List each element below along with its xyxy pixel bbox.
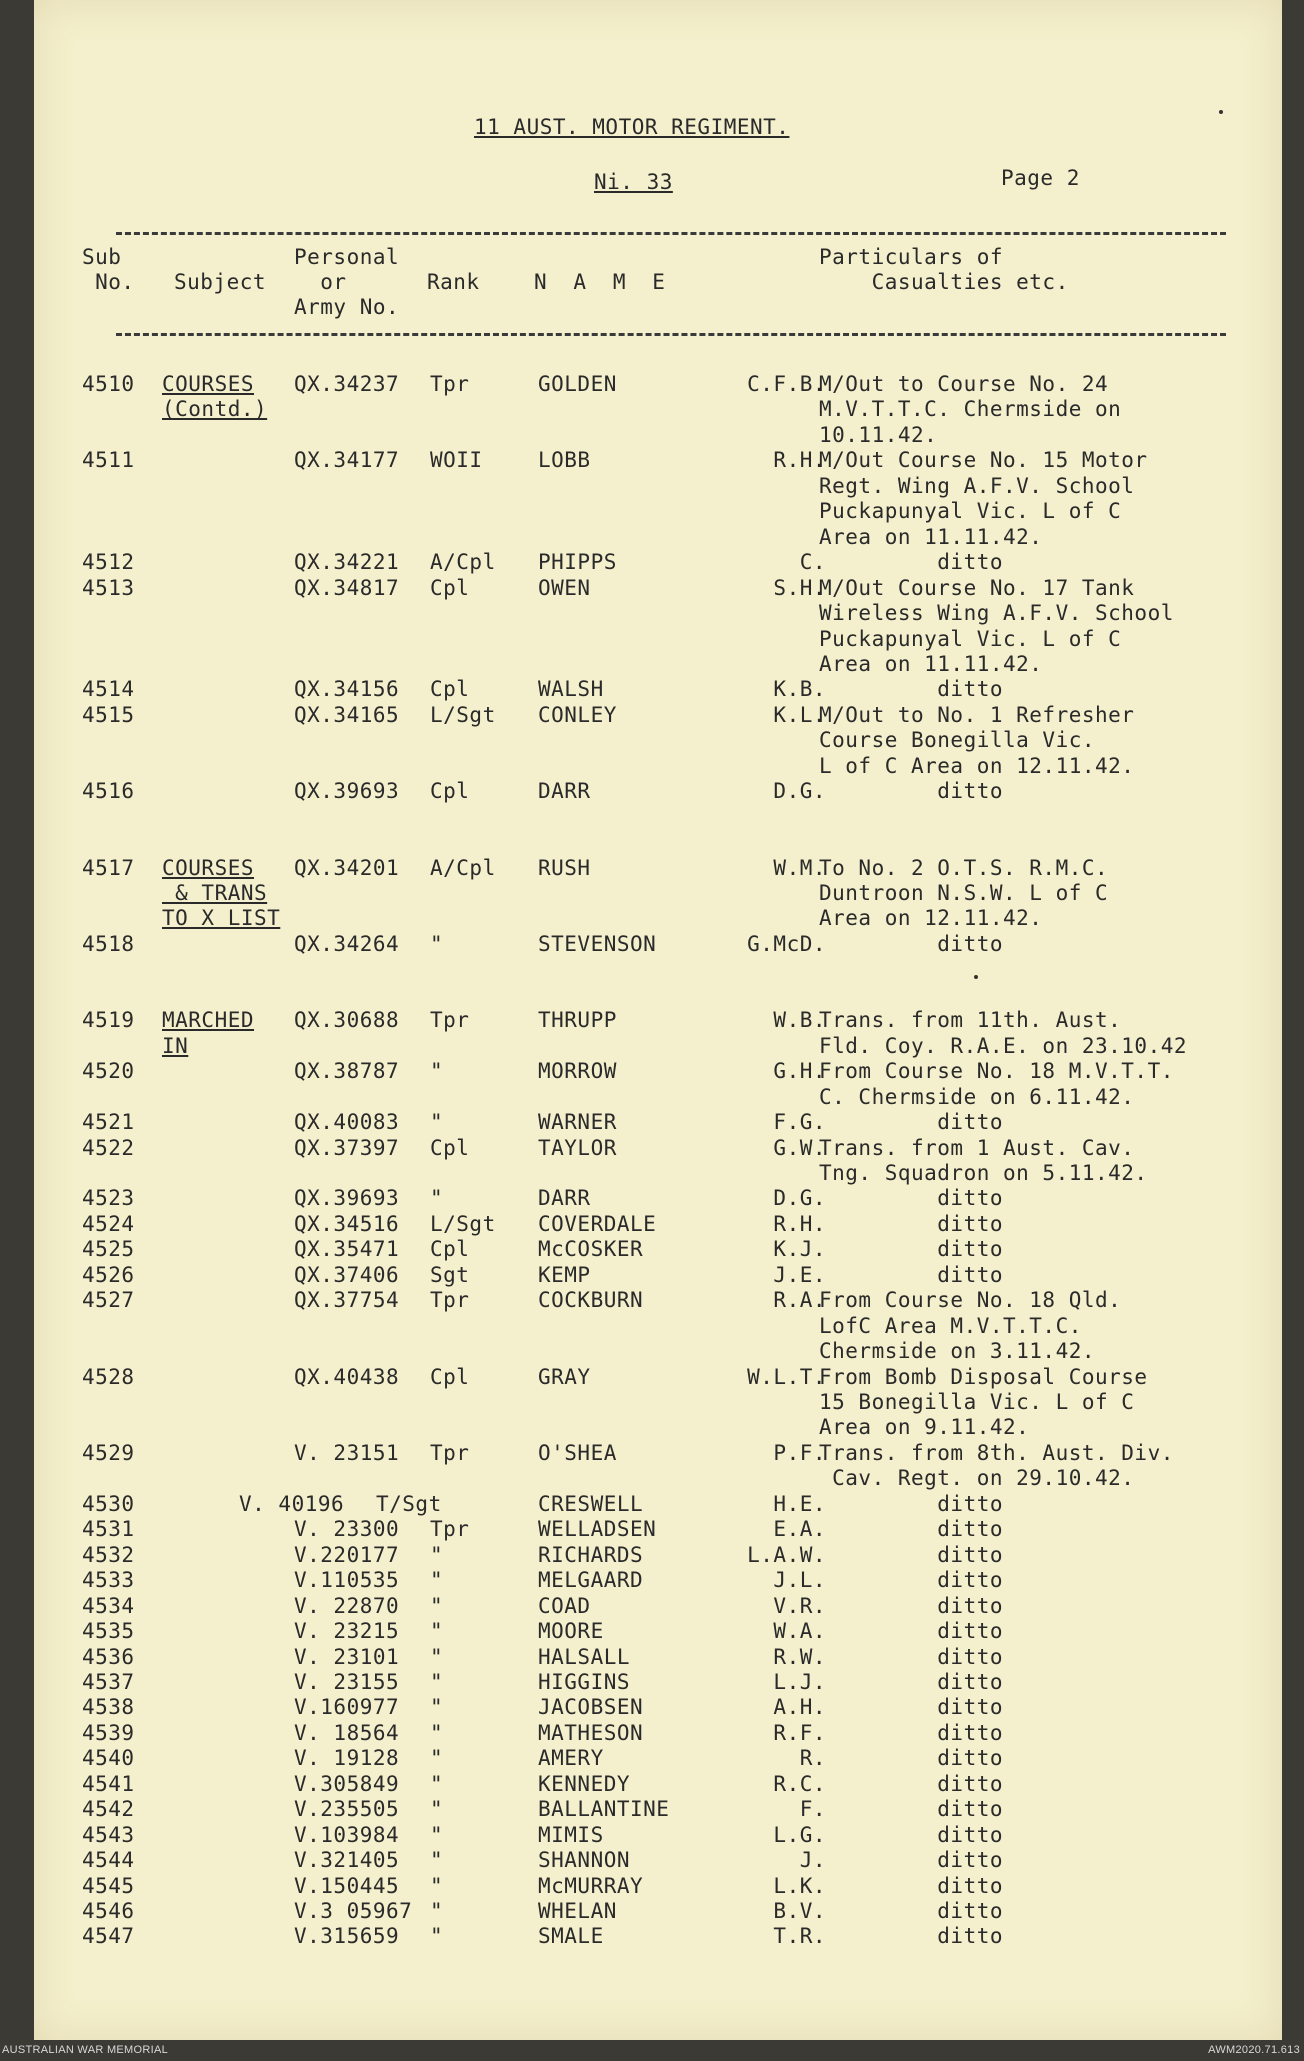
row-sub-no: 4537: [82, 1669, 135, 1694]
row-army-no: V. 23215: [294, 1619, 400, 1644]
row-name: McMURRAY: [538, 1873, 644, 1898]
row-army-no: QX.34264: [294, 931, 400, 956]
row-particulars: ditto: [819, 1568, 1004, 1593]
row-army-no: QX.39693: [294, 779, 400, 804]
row-initials: D.G.: [773, 1186, 826, 1211]
row-sub-no: 4510: [82, 372, 135, 396]
row-initials: C.: [799, 550, 826, 575]
row-name: SHANNON: [538, 1848, 631, 1873]
row-rank: ": [430, 1848, 444, 1873]
row-name: O'SHEA: [538, 1440, 617, 1465]
paper-mark: [1219, 110, 1223, 114]
row-sub-no: 4540: [82, 1746, 135, 1771]
row-army-no: QX.34237: [294, 372, 400, 396]
row-particulars: M/Out Course No. 15 Motor: [819, 448, 1148, 473]
row-army-no: QX.37406: [294, 1262, 400, 1287]
row-rank: A/Cpl: [430, 855, 496, 880]
row-name: WARNER: [538, 1110, 617, 1135]
row-sub-no: 4520: [82, 1059, 135, 1084]
row-initials: J.E.: [773, 1262, 826, 1287]
row-particulars: ditto: [819, 1186, 1004, 1211]
row-particulars: ditto: [819, 1517, 1004, 1542]
header-particulars: Particulars of Casualties etc.: [819, 245, 1069, 294]
row-particulars: ditto: [819, 1237, 1004, 1262]
row-rank: WOII: [430, 448, 483, 473]
row-army-no: QX.38787: [294, 1059, 400, 1084]
row-initials: R.W.: [773, 1644, 826, 1669]
header-divider-top: [116, 232, 1226, 235]
row-particulars: ditto: [819, 1262, 1004, 1287]
row-sub-no: 4521: [82, 1110, 135, 1135]
row-particulars: L of C Area on 12.11.42.: [819, 753, 1135, 778]
row-particulars: Tng. Squadron on 5.11.42.: [819, 1160, 1148, 1185]
row-particulars: M/Out to Course No. 24: [819, 372, 1109, 396]
row-name: GOLDEN: [538, 372, 617, 396]
row-initials: R.: [799, 1746, 826, 1771]
row-army-no: V.103984: [294, 1822, 400, 1847]
row-rank: T/Sgt: [376, 1491, 442, 1516]
row-army-no: V.235505: [294, 1797, 400, 1822]
row-army-no: QX.34165: [294, 702, 400, 727]
header-subject: Subject: [174, 270, 267, 294]
row-army-no: V. 18564: [294, 1720, 400, 1745]
row-particulars: Puckapunyal Vic. L of C: [819, 499, 1122, 524]
row-particulars: Area on 12.11.42.: [819, 906, 1043, 931]
row-rank: ": [430, 1110, 444, 1135]
row-rank: ": [430, 1771, 444, 1796]
row-particulars: Wireless Wing A.F.V. School: [819, 601, 1174, 626]
row-particulars: From Bomb Disposal Course: [819, 1364, 1148, 1389]
footer-accession: AWM2020.71.613: [1208, 2044, 1300, 2056]
header-name: N A M E: [534, 270, 666, 294]
row-sub-no: 4524: [82, 1211, 135, 1236]
row-sub-no: 4547: [82, 1924, 135, 1949]
row-name: GRAY: [538, 1364, 591, 1389]
row-initials: F.: [799, 1797, 826, 1822]
row-sub-no: 4544: [82, 1848, 135, 1873]
header-rank: Rank: [427, 270, 480, 294]
row-rank: ": [430, 1924, 444, 1949]
row-initials: L.A.W.: [747, 1542, 826, 1567]
row-particulars: ditto: [819, 1771, 1004, 1796]
row-army-no: QX.34516: [294, 1211, 400, 1236]
row-name: COAD: [538, 1593, 591, 1618]
row-sub-no: 4541: [82, 1771, 135, 1796]
row-particulars: LofC Area M.V.T.T.C.: [819, 1313, 1082, 1338]
row-particulars: From Course No. 18 Qld.: [819, 1288, 1122, 1313]
row-name: COCKBURN: [538, 1288, 644, 1313]
row-army-no: V.220177: [294, 1542, 400, 1567]
row-name: STEVENSON: [538, 931, 657, 956]
row-sub-no: 4522: [82, 1135, 135, 1160]
row-army-no: QX.34156: [294, 677, 400, 702]
row-particulars: ditto: [819, 1924, 1004, 1949]
row-army-no: V. 40196: [239, 1491, 345, 1516]
row-sub-no: 4533: [82, 1568, 135, 1593]
row-initials: W.A.: [773, 1619, 826, 1644]
row-initials: C.F.B.: [747, 372, 826, 396]
row-sub-no: 4531: [82, 1517, 135, 1542]
row-particulars: Regt. Wing A.F.V. School: [819, 473, 1135, 498]
row-particulars: Trans. from 1 Aust. Cav.: [819, 1135, 1135, 1160]
row-army-no: V.160977: [294, 1695, 400, 1720]
row-subject: IN: [162, 1033, 189, 1058]
row-rank: ": [430, 1619, 444, 1644]
row-particulars: Cav. Regt. on 29.10.42.: [819, 1466, 1135, 1491]
row-initials: L.K.: [773, 1873, 826, 1898]
row-name: MELGAARD: [538, 1568, 644, 1593]
row-particulars: ditto: [819, 1899, 1004, 1923]
row-rank: ": [430, 1720, 444, 1745]
row-initials: J.: [799, 1848, 826, 1873]
row-army-no: V. 22870: [294, 1593, 400, 1618]
row-army-no: QX.34177: [294, 448, 400, 473]
row-name: RUSH: [538, 855, 591, 880]
row-army-no: V. 23300: [294, 1517, 400, 1542]
row-sub-no: 4536: [82, 1644, 135, 1669]
row-sub-no: 4535: [82, 1619, 135, 1644]
row-particulars: ditto: [819, 1110, 1004, 1135]
footer-institution: AUSTRALIAN WAR MEMORIAL: [2, 2044, 169, 2056]
row-particulars: M.V.T.T.C. Chermside on: [819, 397, 1122, 422]
row-particulars: M/Out Course No. 17 Tank: [819, 575, 1135, 600]
header-personal-no: Personal or Army No.: [294, 245, 400, 319]
row-army-no: QX.34817: [294, 575, 400, 600]
row-army-no: QX.39693: [294, 1186, 400, 1211]
row-sub-no: 4532: [82, 1542, 135, 1567]
row-subject: MARCHED: [162, 1008, 255, 1033]
row-particulars: Area on 11.11.42.: [819, 651, 1043, 676]
row-particulars: Trans. from 11th. Aust.: [819, 1008, 1122, 1033]
row-initials: R.H.: [773, 448, 826, 473]
row-sub-no: 4513: [82, 575, 135, 600]
row-particulars: ditto: [819, 1644, 1004, 1669]
row-army-no: QX.34201: [294, 855, 400, 880]
row-sub-no: 4516: [82, 779, 135, 804]
row-particulars: ditto: [819, 1542, 1004, 1567]
row-rank: Sgt: [430, 1262, 470, 1287]
row-army-no: QX.40083: [294, 1110, 400, 1135]
row-name: COVERDALE: [538, 1211, 657, 1236]
row-particulars: Trans. from 8th. Aust. Div.: [819, 1440, 1174, 1465]
paper-mark: [974, 975, 978, 979]
row-sub-no: 4526: [82, 1262, 135, 1287]
row-initials: W.B.: [773, 1008, 826, 1033]
row-rank: ": [430, 1593, 444, 1618]
row-particulars: C. Chermside on 6.11.42.: [819, 1084, 1135, 1109]
row-initials: L.J.: [773, 1669, 826, 1694]
row-sub-no: 4512: [82, 550, 135, 575]
document-number: Ni. 33: [594, 170, 673, 194]
row-particulars: Fld. Coy. R.A.E. on 23.10.42: [819, 1033, 1188, 1058]
header-divider-bottom: [116, 333, 1226, 336]
row-sub-no: 4542: [82, 1797, 135, 1822]
row-sub-no: 4518: [82, 931, 135, 956]
row-name: HALSALL: [538, 1644, 631, 1669]
row-particulars: To No. 2 O.T.S. R.M.C.: [819, 855, 1109, 880]
row-rank: ": [430, 1059, 444, 1084]
row-initials: B.V.: [773, 1899, 826, 1923]
row-name: WELLADSEN: [538, 1517, 657, 1542]
row-sub-no: 4514: [82, 677, 135, 702]
row-name: HIGGINS: [538, 1669, 631, 1694]
row-rank: L/Sgt: [430, 1211, 496, 1236]
row-army-no: V. 23101: [294, 1644, 400, 1669]
row-initials: K.J.: [773, 1237, 826, 1262]
row-rank: Cpl: [430, 1237, 470, 1262]
row-rank: ": [430, 1669, 444, 1694]
row-initials: P.F.: [773, 1440, 826, 1465]
row-subject: COURSES: [162, 855, 255, 880]
row-particulars: ditto: [819, 779, 1004, 804]
row-particulars: Duntroon N.S.W. L of C: [819, 881, 1109, 905]
row-subject: & TRANS: [162, 881, 268, 905]
row-particulars: Puckapunyal Vic. L of C: [819, 626, 1122, 651]
row-name: KENNEDY: [538, 1771, 631, 1796]
row-initials: G.McD.: [747, 931, 826, 956]
row-rank: ": [430, 1568, 444, 1593]
row-particulars: 10.11.42.: [819, 422, 938, 447]
row-sub-no: 4523: [82, 1186, 135, 1211]
row-particulars: ditto: [819, 1848, 1004, 1873]
row-rank: ": [430, 1822, 444, 1847]
row-particulars: 15 Bonegilla Vic. L of C: [819, 1390, 1135, 1414]
row-sub-no: 4515: [82, 702, 135, 727]
row-particulars: ditto: [819, 1695, 1004, 1720]
row-particulars: Course Bonegilla Vic.: [819, 728, 1096, 753]
row-particulars: Area on 11.11.42.: [819, 524, 1043, 549]
row-particulars: ditto: [819, 1491, 1004, 1516]
page-number: Page 2: [1001, 166, 1080, 190]
row-sub-no: 4539: [82, 1720, 135, 1745]
row-name: CRESWELL: [538, 1491, 644, 1516]
row-rank: Tpr: [430, 1517, 470, 1542]
row-name: OWEN: [538, 575, 591, 600]
row-rank: Tpr: [430, 1288, 470, 1313]
row-particulars: ditto: [819, 1211, 1004, 1236]
row-name: AMERY: [538, 1746, 604, 1771]
row-name: WALSH: [538, 677, 604, 702]
row-sub-no: 4530: [82, 1491, 135, 1516]
row-name: MATHESON: [538, 1720, 644, 1745]
row-particulars: ditto: [819, 931, 1004, 956]
row-name: DARR: [538, 1186, 591, 1211]
row-rank: Cpl: [430, 1135, 470, 1160]
row-name: PHIPPS: [538, 550, 617, 575]
row-rank: Tpr: [430, 1440, 470, 1465]
row-particulars: ditto: [819, 550, 1004, 575]
row-army-no: QX.37754: [294, 1288, 400, 1313]
row-initials: R.F.: [773, 1720, 826, 1745]
row-sub-no: 4534: [82, 1593, 135, 1618]
row-army-no: V.315659: [294, 1924, 400, 1949]
row-particulars: ditto: [819, 1746, 1004, 1771]
row-sub-no: 4517: [82, 855, 135, 880]
row-initials: K.B.: [773, 677, 826, 702]
row-rank: Tpr: [430, 1008, 470, 1033]
row-initials: K.L.: [773, 702, 826, 727]
row-initials: J.L.: [773, 1568, 826, 1593]
row-sub-no: 4527: [82, 1288, 135, 1313]
row-name: RICHARDS: [538, 1542, 644, 1567]
row-particulars: ditto: [819, 1822, 1004, 1847]
row-sub-no: 4511: [82, 448, 135, 473]
row-rank: ": [430, 1797, 444, 1822]
row-initials: L.G.: [773, 1822, 826, 1847]
row-rank: ": [430, 1644, 444, 1669]
row-name: LOBB: [538, 448, 591, 473]
row-name: McCOSKER: [538, 1237, 644, 1262]
row-initials: W.M.: [773, 855, 826, 880]
row-name: MIMIS: [538, 1822, 604, 1847]
document-page: [34, 0, 1282, 2040]
row-rank: ": [430, 1899, 444, 1923]
row-army-no: V.321405: [294, 1848, 400, 1873]
row-particulars: ditto: [819, 1669, 1004, 1694]
row-subject: TO X LIST: [162, 906, 281, 931]
row-sub-no: 4538: [82, 1695, 135, 1720]
row-subject: COURSES: [162, 372, 255, 396]
row-sub-no: 4546: [82, 1899, 135, 1923]
row-subject: (Contd.): [162, 397, 268, 422]
row-name: MORROW: [538, 1059, 617, 1084]
document-title: 11 AUST. MOTOR REGIMENT.: [474, 115, 790, 139]
row-sub-no: 4545: [82, 1873, 135, 1898]
row-rank: ": [430, 1746, 444, 1771]
row-army-no: QX.37397: [294, 1135, 400, 1160]
row-initials: W.L.T.: [747, 1364, 826, 1389]
row-rank: Cpl: [430, 1364, 470, 1389]
row-initials: E.A.: [773, 1517, 826, 1542]
row-name: JACOBSEN: [538, 1695, 644, 1720]
row-army-no: V. 23151: [294, 1440, 400, 1465]
row-name: TAYLOR: [538, 1135, 617, 1160]
row-initials: S.H.: [773, 575, 826, 600]
row-rank: Cpl: [430, 677, 470, 702]
row-rank: ": [430, 1873, 444, 1898]
row-rank: ": [430, 1542, 444, 1567]
row-particulars: From Course No. 18 M.V.T.T.: [819, 1059, 1174, 1084]
row-army-no: QX.34221: [294, 550, 400, 575]
row-rank: Tpr: [430, 372, 470, 396]
row-rank: ": [430, 931, 444, 956]
row-name: BALLANTINE: [538, 1797, 670, 1822]
row-initials: G.H.: [773, 1059, 826, 1084]
row-initials: D.G.: [773, 779, 826, 804]
row-name: MOORE: [538, 1619, 604, 1644]
row-army-no: QX.30688: [294, 1008, 400, 1033]
row-initials: R.A.: [773, 1288, 826, 1313]
row-army-no: V. 19128: [294, 1746, 400, 1771]
row-initials: T.R.: [773, 1924, 826, 1949]
row-particulars: ditto: [819, 1619, 1004, 1644]
row-particulars: ditto: [819, 1720, 1004, 1745]
row-rank: L/Sgt: [430, 702, 496, 727]
row-particulars: M/Out to No. 1 Refresher: [819, 702, 1135, 727]
row-particulars: Chermside on 3.11.42.: [819, 1339, 1096, 1364]
row-army-no: V. 23155: [294, 1669, 400, 1694]
row-particulars: ditto: [819, 677, 1004, 702]
row-name: SMALE: [538, 1924, 604, 1949]
row-army-no: QX.40438: [294, 1364, 400, 1389]
row-initials: H.E.: [773, 1491, 826, 1516]
row-particulars: ditto: [819, 1797, 1004, 1822]
row-particulars: ditto: [819, 1873, 1004, 1898]
row-initials: F.G.: [773, 1110, 826, 1135]
row-sub-no: 4543: [82, 1822, 135, 1847]
row-initials: G.W.: [773, 1135, 826, 1160]
row-sub-no: 4519: [82, 1008, 135, 1033]
row-rank: ": [430, 1186, 444, 1211]
row-army-no: V.3 05967: [294, 1899, 413, 1923]
row-sub-no: 4528: [82, 1364, 135, 1389]
row-sub-no: 4525: [82, 1237, 135, 1262]
row-army-no: V.305849: [294, 1771, 400, 1796]
row-initials: R.H.: [773, 1211, 826, 1236]
row-army-no: QX.35471: [294, 1237, 400, 1262]
row-rank: Cpl: [430, 779, 470, 804]
row-particulars: Area on 9.11.42.: [819, 1415, 1030, 1440]
row-name: CONLEY: [538, 702, 617, 727]
row-initials: V.R.: [773, 1593, 826, 1618]
row-rank: ": [430, 1695, 444, 1720]
row-rank: A/Cpl: [430, 550, 496, 575]
row-initials: R.C.: [773, 1771, 826, 1796]
row-army-no: V.150445: [294, 1873, 400, 1898]
row-particulars: ditto: [819, 1593, 1004, 1618]
row-rank: Cpl: [430, 575, 470, 600]
header-sub-no: Sub No.: [82, 245, 135, 294]
row-name: WHELAN: [538, 1899, 617, 1923]
row-initials: A.H.: [773, 1695, 826, 1720]
row-army-no: V.110535: [294, 1568, 400, 1593]
row-name: THRUPP: [538, 1008, 617, 1033]
row-name: KEMP: [538, 1262, 591, 1287]
row-name: DARR: [538, 779, 591, 804]
row-sub-no: 4529: [82, 1440, 135, 1465]
